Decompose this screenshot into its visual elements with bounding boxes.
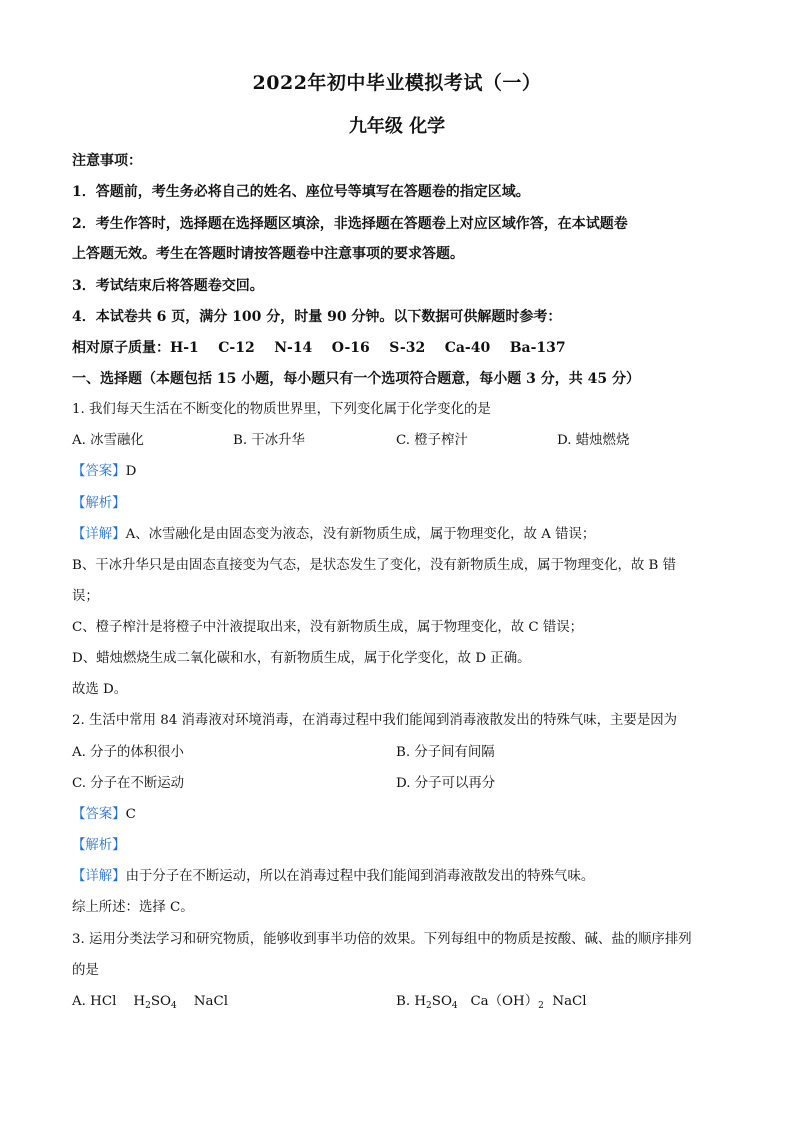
notice-heading: 注意事项：	[72, 153, 142, 169]
answer-tag: 【答案】	[72, 807, 126, 822]
question-2-stem: 2. 生活中常用 84 消毒液对环境消毒，在消毒过程中我们能闻到消毒液散发出的特殊气味，主要是因为	[72, 713, 677, 728]
q1-detail-line-3: 误；	[72, 589, 99, 604]
notice-item-4: 4．本试卷共 6 页，满分 100 分，时量 90 分钟。以下数据可供解题时参考：	[72, 309, 562, 325]
q1-detail-text-1: A、冰雪融化是由固态变为液态，没有新物质生成，属于物理变化，故 A 错误；	[125, 527, 596, 542]
q2-option-a: A. 分子的体积很小	[72, 745, 184, 760]
q1-detail-line-4: C、橙子榨汁是将橙子中汁液提取出来，没有新物质生成，属于物理变化，故 C 错误；	[72, 620, 584, 635]
q1-detail-line-5: D、蜡烛燃烧生成二氧化碳和水，有新物质生成，属于化学变化，故 D 正确。	[72, 651, 531, 666]
q1-detail-line-2: B、干冰升华只是由固态直接变为气态，是状态发生了变化，没有新物质生成，属于物理变化，故 B 错	[72, 558, 676, 573]
section-heading: 一、选择题（本题包括 15 小题，每小题只有一个选项符合题意，每小题 3 分，共 45 分）	[72, 371, 640, 387]
answer-tag: 【答案】	[72, 464, 126, 479]
q1-detail-line-1	[72, 526, 595, 544]
formula-caoh2: $Ca(OH)_2$	[470, 994, 544, 1011]
page-title: 2022年初中毕业模拟考试（一）	[252, 72, 542, 94]
q2-option-b: B. 分子间有间隔	[396, 745, 495, 760]
q2-summary: 综上所述：选择 C。	[72, 900, 194, 915]
q1-answer-line	[72, 463, 136, 481]
atomic-mass-line: 相对原子质量：H-1 C-12 N-14 O-16 S-32 Ca-40 Ba-137	[72, 340, 566, 356]
formula-h2so4: $H_2SO_4$	[133, 994, 177, 1011]
question-1-stem: 1. 我们每天生活在不断变化的物质世界里，下列变化属于化学变化的是	[72, 402, 491, 417]
notice-item-2: 2．考生作答时，选择题在选择题区填涂，非选择题在答题卷上对应区域作答，在本试题卷	[72, 216, 628, 232]
q1-conclusion: 故选 D。	[72, 682, 128, 697]
q3-option-a-label: A. HCl	[72, 994, 117, 1009]
detail-tag: 【详解】	[72, 869, 126, 884]
question-3-stem-line-2: 的是	[72, 963, 99, 978]
q1-analysis-line	[72, 495, 126, 513]
q2-answer: C	[125, 807, 136, 822]
formula-nacl: NaCl	[193, 994, 228, 1009]
q1-option-c: C. 橙子榨汁	[396, 433, 468, 448]
formula-h2so4: B. $H_2SO_4$	[396, 994, 458, 1011]
q2-analysis-line	[72, 837, 126, 855]
q1-answer: D	[125, 464, 137, 479]
q3-option-a	[72, 993, 228, 1011]
formula-nacl: NaCl	[552, 994, 587, 1009]
q1-option-d: D. 蜡烛燃烧	[557, 433, 630, 448]
notice-item-2-cont: 上答题无效。考生在答题时请按答题卷中注意事项的要求答题。	[72, 246, 464, 262]
q1-option-b: B. 干冰升华	[233, 433, 305, 448]
q1-option-a: A. 冰雪融化	[72, 433, 144, 448]
question-3-stem-line-1: 3. 运用分类法学习和研究物质，能够收到事半功倍的效果。下列每组中的物质是按酸、碱、盐的顺序排列	[72, 932, 692, 947]
q2-detail-line	[72, 868, 594, 886]
notice-item-1: 1．答题前，考生务必将自己的姓名、座位号等填写在答题卷的指定区域。	[72, 184, 530, 200]
analysis-tag: 【解析】	[72, 496, 126, 511]
q2-answer-line	[72, 806, 136, 824]
notice-item-3: 3．考试结束后将答题卷交回。	[72, 278, 264, 294]
page-subtitle: 九年级 化学	[348, 116, 446, 137]
q3-option-b	[396, 993, 587, 1011]
q2-detail-text: 由于分子在不断运动，所以在消毒过程中我们能闻到消毒液散发出的特殊气味。	[125, 869, 595, 884]
q2-option-c: C. 分子在不断运动	[72, 776, 185, 791]
analysis-tag: 【解析】	[72, 838, 126, 853]
q2-option-d: D. 分子可以再分	[396, 776, 496, 791]
detail-tag: 【详解】	[72, 527, 126, 542]
